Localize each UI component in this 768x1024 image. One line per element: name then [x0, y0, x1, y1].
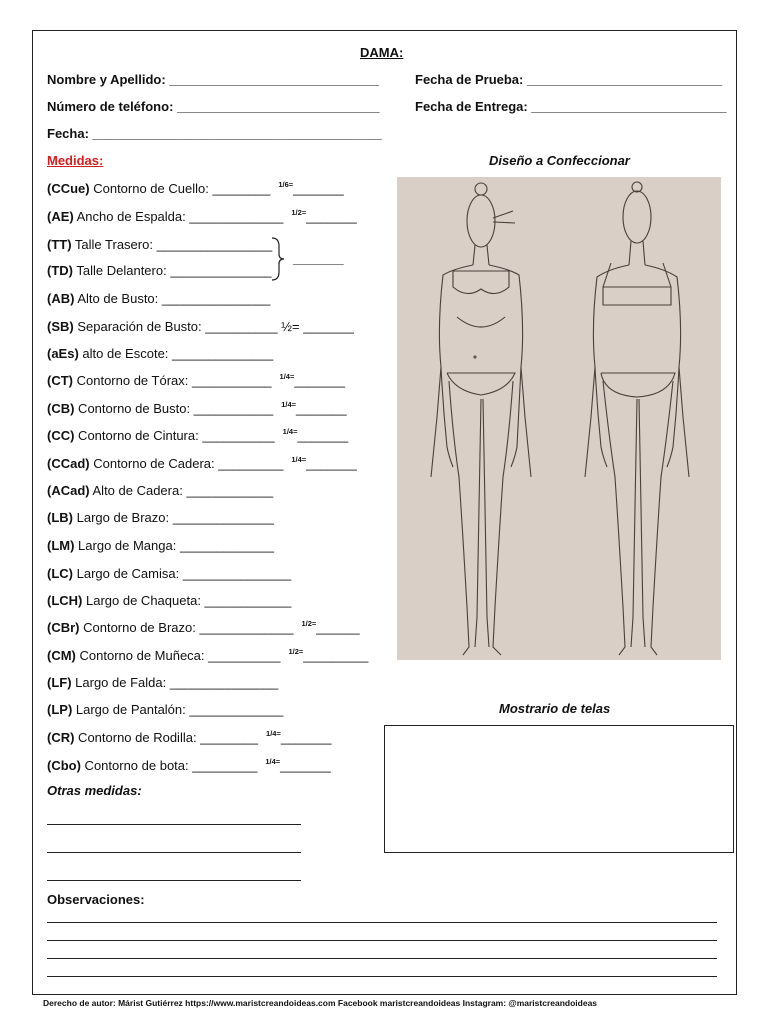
measure-row[interactable]	[47, 648, 368, 666]
brace-icon	[270, 236, 286, 282]
measure-row[interactable]	[47, 346, 273, 362]
measure-result-line[interactable]: _______	[306, 209, 357, 224]
measure-label: Contorno de Muñeca: __________	[75, 648, 281, 663]
measure-row[interactable]	[47, 593, 291, 609]
observation-line[interactable]	[47, 958, 717, 959]
measure-row[interactable]	[47, 456, 357, 474]
measure-fraction: 1/2=	[301, 619, 317, 628]
measure-label: Largo de Chaqueta: ____________	[82, 593, 292, 608]
measure-fraction: 1/4=	[281, 400, 297, 409]
measure-row[interactable]	[47, 319, 354, 335]
measure-row[interactable]	[47, 291, 270, 307]
measure-row[interactable]	[47, 620, 360, 638]
measure-label: Alto de Busto: _______________	[74, 291, 271, 306]
measure-result-line[interactable]: _________	[303, 648, 369, 663]
other-measures-heading: Otras medidas:	[47, 783, 142, 798]
fabric-swatch-box[interactable]	[384, 725, 734, 853]
measure-label: Talle Trasero: ________________	[71, 237, 273, 252]
measure-result-line[interactable]: _______	[280, 758, 331, 773]
measure-fraction: 1/4=	[279, 372, 295, 381]
measure-label: Separación de Busto: __________ ½= _______	[73, 319, 354, 334]
measure-row[interactable]	[47, 538, 274, 554]
observations-heading: Observaciones:	[47, 892, 145, 907]
measure-label: Contorno de Tórax: ___________	[73, 373, 272, 388]
other-measure-line[interactable]	[47, 880, 301, 881]
measure-row[interactable]	[47, 566, 291, 582]
measure-row[interactable]	[47, 510, 274, 526]
measure-label: Largo de Falda: _______________	[71, 675, 279, 690]
measure-code: (AB)	[47, 291, 75, 306]
measure-row[interactable]	[47, 181, 344, 199]
measure-result-line[interactable]: _______	[296, 401, 347, 416]
measure-result-line[interactable]: ______	[316, 620, 360, 635]
measure-label: Contorno de bota: _________	[80, 758, 258, 773]
measure-row[interactable]	[47, 730, 331, 748]
measure-code: (CR)	[47, 730, 75, 745]
measure-code: (TD)	[47, 263, 73, 278]
copyright-footer: Derecho de autor: Márist Gutiérrez https://www.maristcreandoideas.com Facebook maristcreandoideas Instagram: @maristcreandoideas	[43, 998, 598, 1008]
measure-label: Largo de Pantalón: _____________	[72, 702, 284, 717]
measure-row[interactable]	[47, 263, 272, 279]
measure-code: (CCue)	[47, 181, 90, 196]
measure-row[interactable]	[47, 758, 331, 776]
name-field[interactable]: Nombre y Apellido: _____________________________	[47, 72, 379, 87]
design-heading: Diseño a Confeccionar	[489, 153, 630, 168]
measure-fraction: 1/2=	[288, 647, 304, 656]
measure-label: Contorno de Cadera: _________	[89, 456, 284, 471]
measure-code: (AE)	[47, 209, 74, 224]
measure-label: Contorno de Cuello: ________	[89, 181, 271, 196]
other-measure-line[interactable]	[47, 824, 301, 825]
measure-label: Talle Delantero: ______________	[73, 263, 272, 278]
measure-code: (CC)	[47, 428, 75, 443]
measure-label: alto de Escote: ______________	[78, 346, 274, 361]
measure-label: Alto de Cadera: ____________	[89, 483, 274, 498]
other-measure-line[interactable]	[47, 852, 301, 853]
measure-result-line[interactable]: _______	[306, 456, 357, 471]
measure-code: (Cbo)	[47, 758, 81, 773]
measure-code: (LB)	[47, 510, 73, 525]
phone-field[interactable]: Número de teléfono: ____________________________	[47, 99, 380, 114]
delivery-date-field[interactable]: Fecha de Entrega: ___________________________	[415, 99, 727, 114]
fashion-croquis-icon	[397, 177, 721, 660]
measure-row[interactable]	[47, 428, 348, 446]
measure-row[interactable]	[47, 702, 283, 718]
measures-heading: Medidas:	[47, 153, 104, 168]
measure-code: (CT)	[47, 373, 73, 388]
measure-result-line[interactable]: _______	[297, 428, 349, 443]
measure-label: Ancho de Espalda: _____________	[73, 209, 284, 224]
observation-line[interactable]	[47, 940, 717, 941]
measure-code: (LM)	[47, 538, 75, 553]
measure-label: Contorno de Cintura: __________	[74, 428, 275, 443]
measure-code: (CBr)	[47, 620, 80, 635]
fabric-heading: Mostrario de telas	[499, 701, 611, 716]
test-date-field[interactable]: Fecha de Prueba: ___________________________	[415, 72, 723, 87]
observation-line[interactable]	[47, 976, 717, 977]
form-title: DAMA:	[360, 45, 404, 60]
measure-fraction: 1/4=	[291, 455, 307, 464]
measure-row[interactable]	[47, 373, 345, 391]
measure-label: Contorno de Brazo: _____________	[79, 620, 294, 635]
measure-label: Largo de Camisa: _______________	[73, 566, 292, 581]
measure-label: Contorno de Busto: ___________	[74, 401, 274, 416]
observation-line[interactable]	[47, 922, 717, 923]
measure-code: (SB)	[47, 319, 74, 334]
measure-label: Contorno de Rodilla: ________	[74, 730, 259, 745]
measure-result-line[interactable]: _______	[280, 730, 332, 745]
measure-fraction: 1/4=	[266, 729, 281, 738]
measure-code: (LF)	[47, 675, 72, 690]
measure-label: Largo de Brazo: ______________	[73, 510, 274, 525]
measure-code: (LCH)	[47, 593, 83, 608]
measure-code: (CB)	[47, 401, 75, 416]
measure-row[interactable]	[47, 483, 273, 499]
measure-fraction: 1/4=	[282, 427, 298, 436]
measure-row[interactable]	[47, 675, 278, 691]
measure-row[interactable]	[47, 209, 357, 227]
measure-fraction: 1/6=	[278, 180, 294, 189]
talle-result-line[interactable]: _______	[293, 251, 344, 266]
measure-code: (aEs)	[47, 346, 79, 361]
measure-code: (LC)	[47, 566, 73, 581]
measure-code: (TT)	[47, 237, 72, 252]
measure-code: (ACad)	[47, 483, 90, 498]
measure-row[interactable]	[47, 401, 347, 419]
measure-fraction: 1/4=	[265, 757, 281, 766]
measure-fraction: 1/2=	[291, 208, 307, 217]
croquis-image	[397, 177, 721, 660]
date-field[interactable]: Fecha: ________________________________________	[47, 126, 382, 141]
measure-row[interactable]	[47, 237, 272, 253]
measure-code: (CM)	[47, 648, 76, 663]
measure-label: Largo de Manga: _____________	[74, 538, 274, 553]
measure-code: (CCad)	[47, 456, 90, 471]
measure-result-line[interactable]: _______	[293, 181, 344, 196]
measure-code: (LP)	[47, 702, 73, 717]
measure-result-line[interactable]: _______	[294, 373, 345, 388]
